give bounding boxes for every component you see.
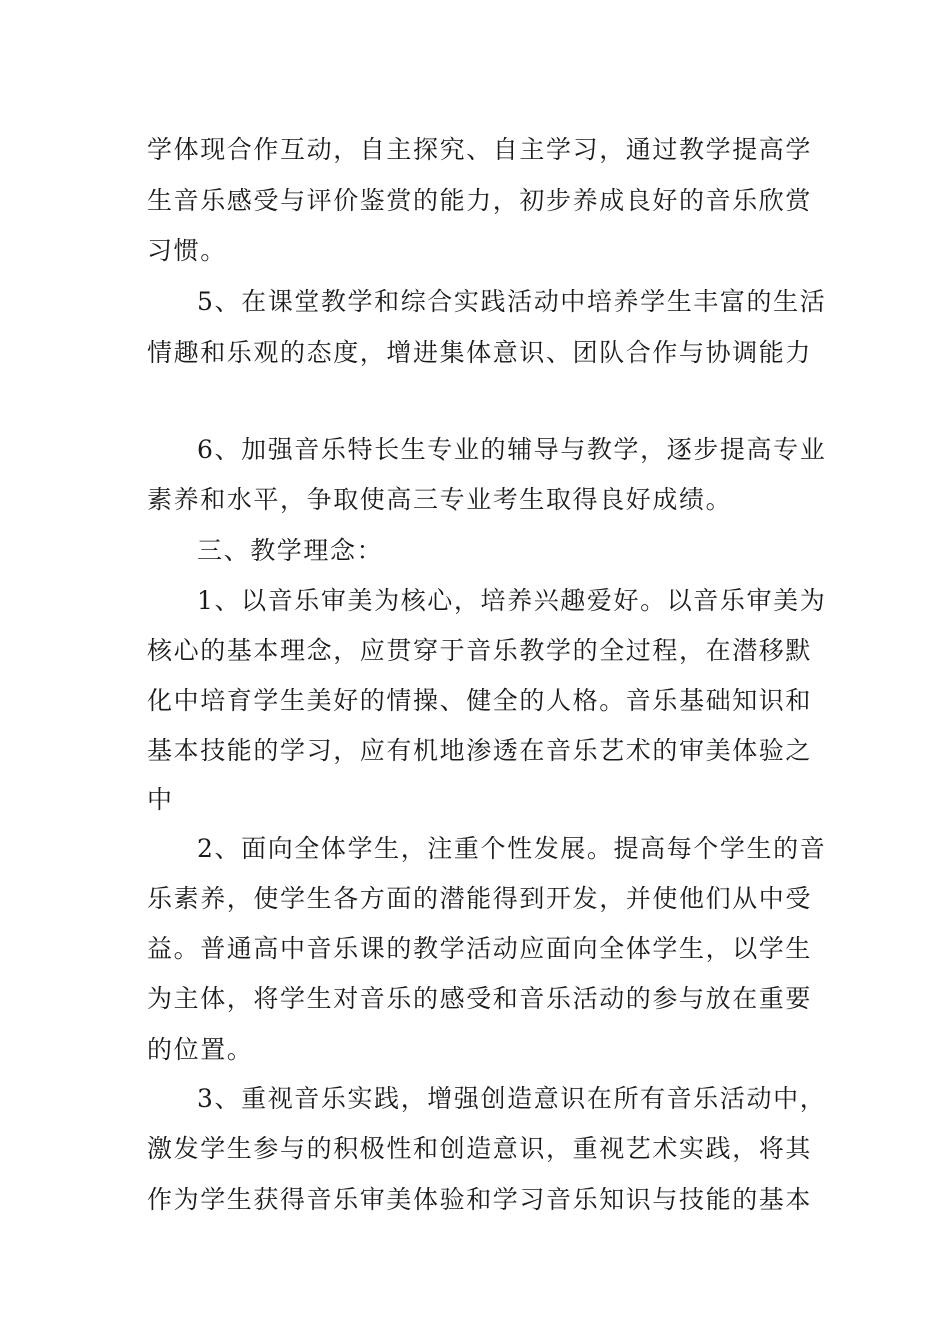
text-line: 2、面向全体学生，注重个性发展。提高每个学生的音 [197,834,827,863]
text-line: 5、在课堂教学和综合实践活动中培养学生丰富的生活 [197,287,827,316]
text-line: 生音乐感受与评价鉴赏的能力，初步养成良好的音乐欣赏 [147,186,813,215]
text-line: 为主体，将学生对音乐的感受和音乐活动的参与放在重要 [147,984,813,1013]
text-line: 的位置。 [147,1035,254,1064]
text-line: 化中培育学生美好的情操、健全的人格。音乐基础知识和 [147,686,813,715]
text-line: 益。普通高中音乐课的教学活动应面向全体学生，以学生 [147,934,813,963]
text-line: 核心的基本理念，应贯穿于音乐教学的全过程，在潜移默 [147,636,813,665]
text-line: 习惯。 [147,236,227,265]
text-line: 基本技能的学习，应有机地渗透在音乐艺术的审美体验之 [147,736,813,765]
text-line: 素养和水平，争取使高三专业考生取得良好成绩。 [147,485,733,514]
text-line: 激发学生参与的积极性和创造意识，重视艺术实践，将其 [147,1134,813,1163]
text-line: 情趣和乐观的态度，增进集体意识、团队合作与协调能力 [147,338,813,367]
text-line: 1、以音乐审美为核心，培养兴趣爱好。以音乐审美为 [197,586,827,615]
text-line: 学体现合作互动，自主探究、自主学习，通过教学提高学 [147,135,813,164]
text-line: 乐素养，使学生各方面的潜能得到开发，并使他们从中受 [147,884,813,913]
text-line: 作为学生获得音乐审美体验和学习音乐知识与技能的基本 [147,1185,813,1214]
text-line: 中 [147,785,174,814]
section-heading: 三、教学理念： [197,536,384,565]
text-line: 6、加强音乐特长生专业的辅导与教学，逐步提高专业 [197,435,827,464]
text-line: 3、重视音乐实践，增强创造意识在所有音乐活动中， [197,1084,827,1113]
